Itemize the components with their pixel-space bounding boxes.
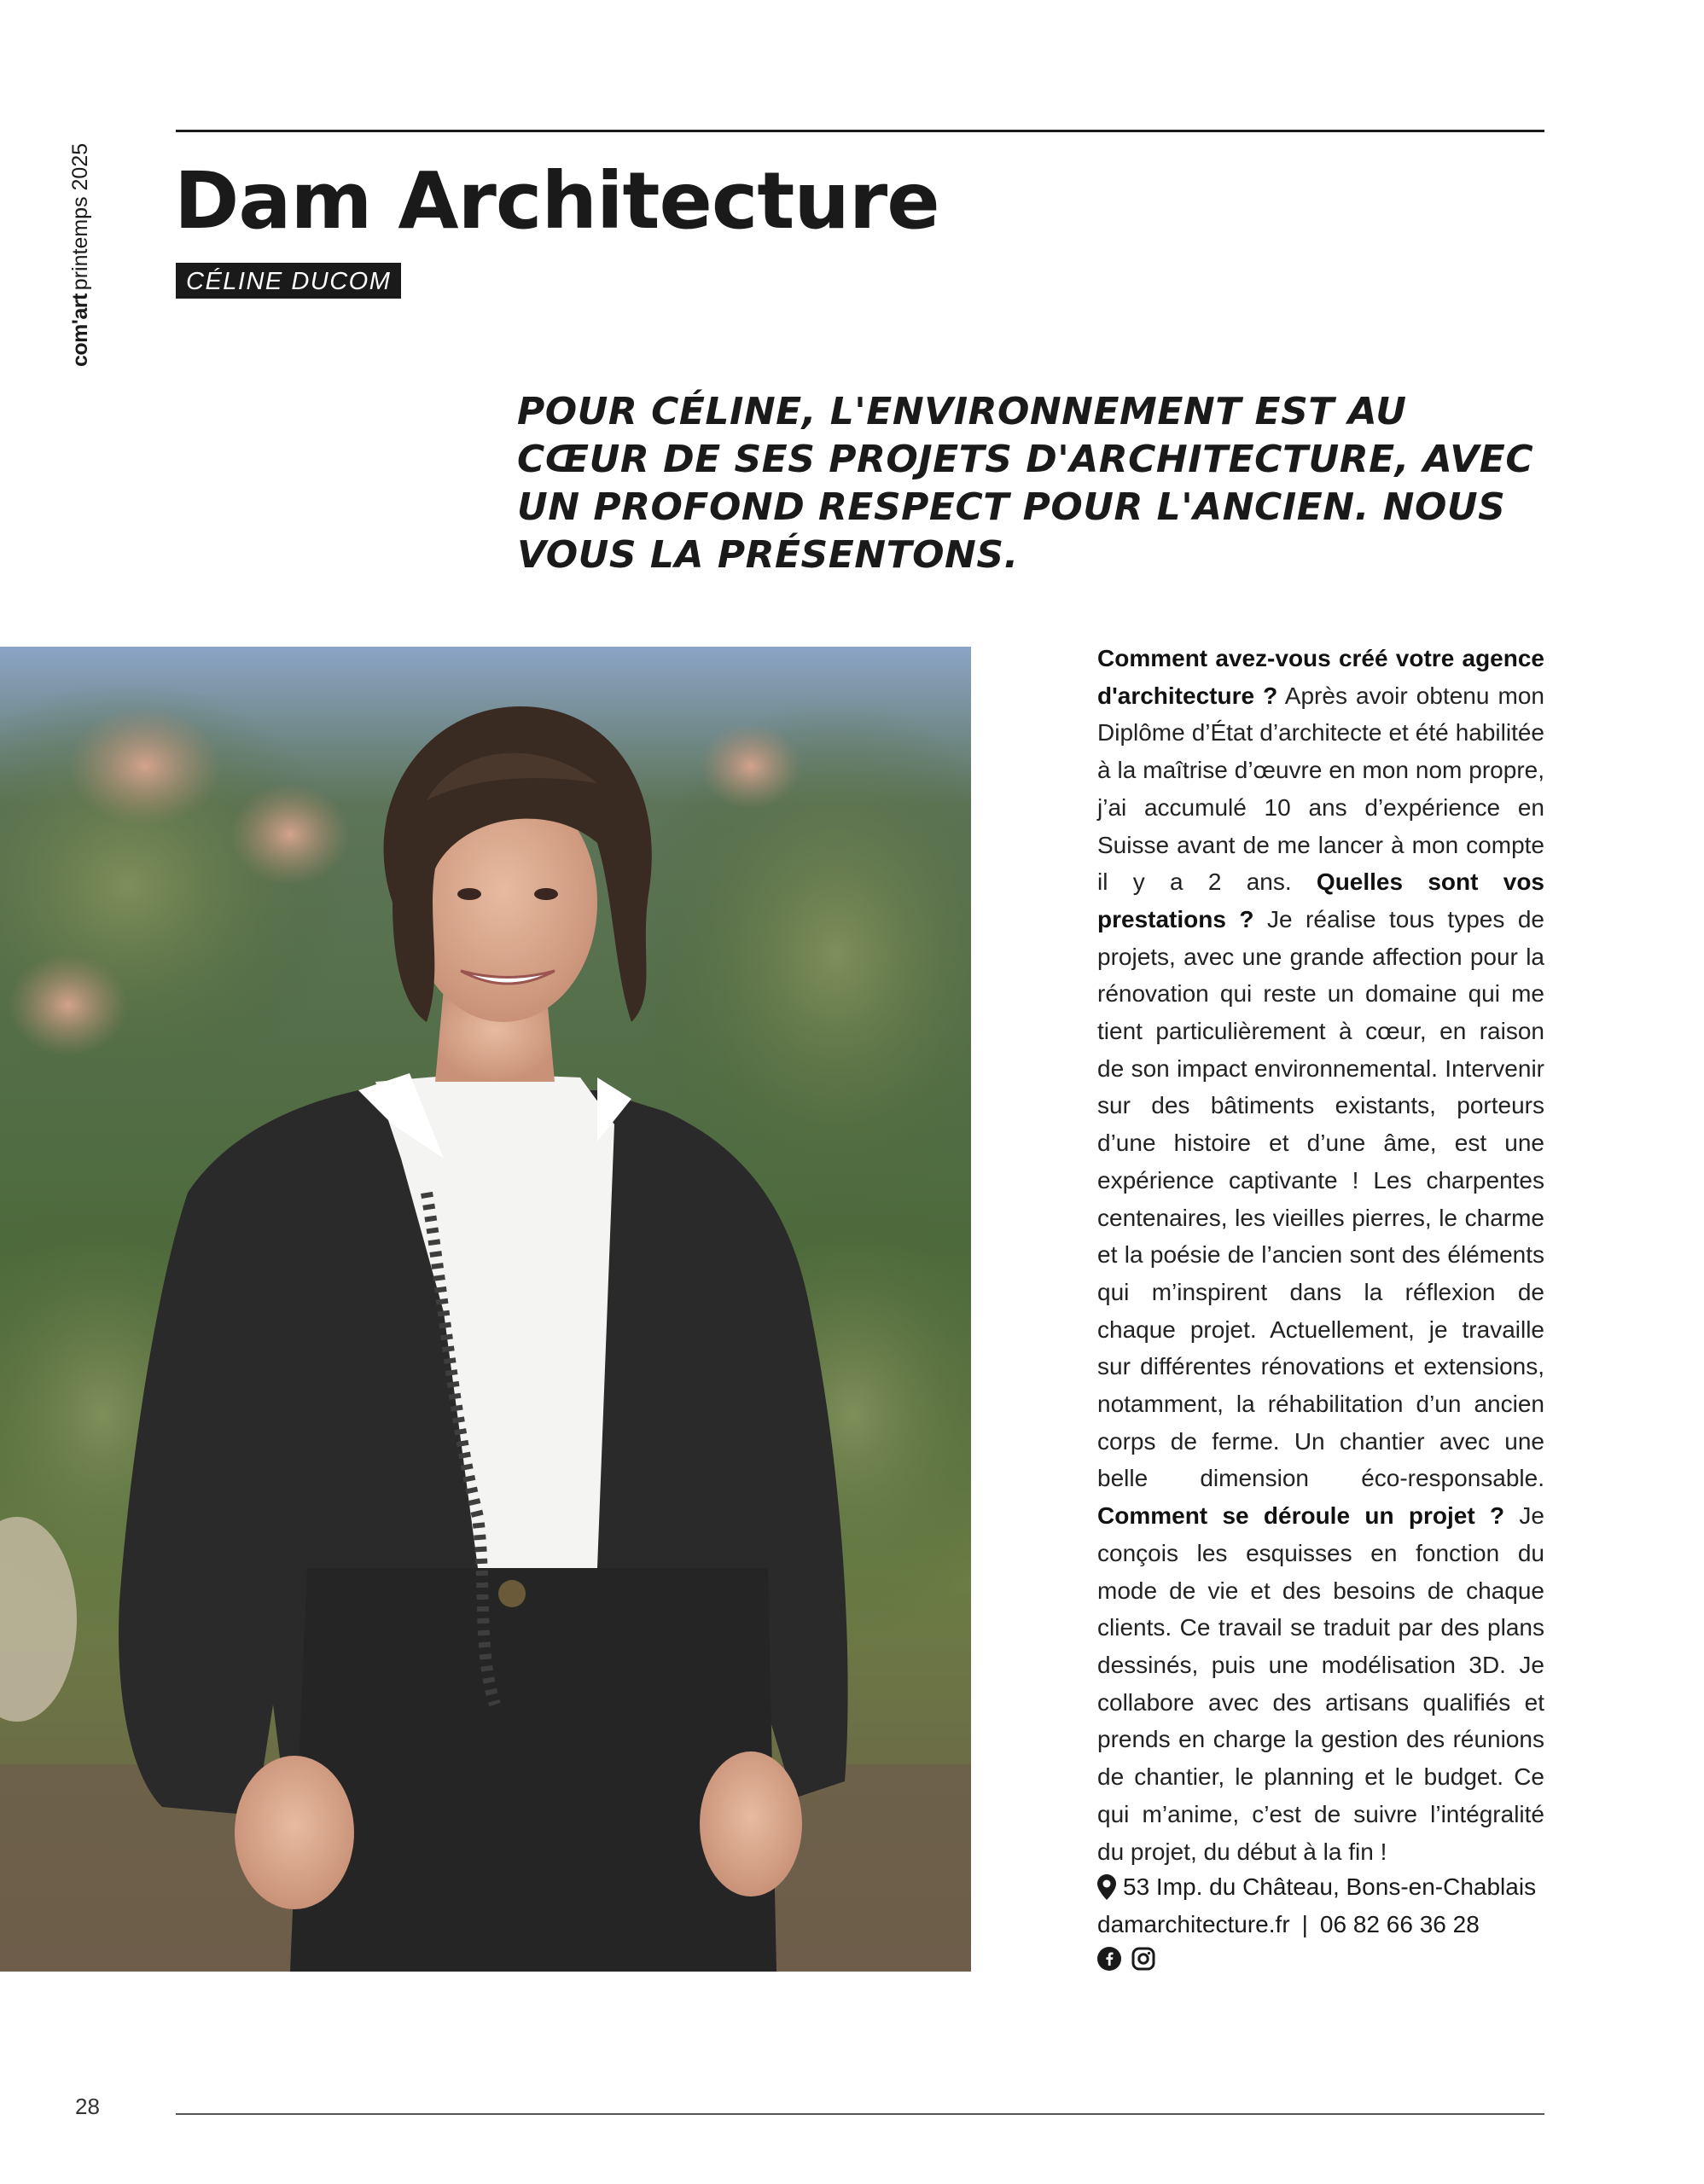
answer-1: Après avoir obtenu mon Diplôme d’État d’architecte et été habilitée à la maîtrise d’œuvre en mon nom propre, j’ai accumulé 10 ans d’expérience en Suisse avant de me lancer à mon compte il y a 2 ans. [1097,682,1545,896]
article-lead: POUR CÉLINE, L'ENVIRONNEMENT EST AU CŒUR DE SES PROJETS D'ARCHITECTURE, AVEC UN PROFOND RESPECT POUR L'ANCIEN. NOUS VOUS LA PRÉSENTONS. [517,390,1534,577]
website-link[interactable]: damarchitecture.fr [1097,1911,1290,1937]
article-title: Dam Architecture [174,155,939,247]
instagram-icon[interactable] [1131,1947,1155,1971]
social-links [1097,1947,1575,1971]
magazine-edition: printemps 2025 [68,142,92,291]
address: 53 Imp. du Château, Bons-en-Chablais [1123,1873,1537,1900]
question-2: Quelles sont vos prestations ? [1097,868,1544,932]
magazine-side-label [68,143,93,367]
phone-number[interactable]: 06 82 66 36 28 [1319,1911,1480,1937]
article-body [1097,640,1544,1870]
author-tag: CÉLINE DUCOM [176,263,401,299]
question-3: Comment se déroule un projet ? [1097,1502,1505,1530]
facebook-icon[interactable] [1097,1947,1121,1971]
address-row [1097,1868,1575,1906]
portrait-photo [0,647,971,1972]
bottom-divider [176,2113,1544,2115]
page-number: 28 [75,2094,100,2119]
answer-3: Je conçois les esquisses en fonction du mode de vie et des besoins de chaque clients. Ce travail se traduit par des plans dessinés, puis une modélisation 3D. Je collabore avec des artisans qualifiés et prends en charge la gestion des réunions de chantier, le planning et le budget. Ce qui m’anime, c’est de suivre l’intégralité du projet, du début à la fin ! [1097,1502,1544,1865]
answer-2: Je réalise tous types de projets, avec une grande affection pour la rénovation qui reste un domaine qui me tient particulièrement à cœur, en raison de son impact environnemental. Intervenir sur des bâtiments existants, porteurs d’une histoire et d’une âme, est une expérience captivante ! Les charpentes centenaires, les vieilles pierres, le charme et la poésie de l’ancien sont des éléments qui m’inspirent dans la réflexion de chaque projet. Actuellement, je travaille sur différentes rénovations et extensions, notamment, la réhabilitation d’un ancien corps de ferme. Un chantier avec une belle dimension éco-responsable. [1097,905,1544,1492]
top-divider [176,130,1544,132]
contact-block [1097,1868,1575,1971]
magazine-brand: com'art [68,293,92,367]
map-pin-icon [1097,1874,1116,1900]
web-phone-row [1097,1906,1575,1943]
separator: | [1301,1911,1308,1937]
question-1: Comment avez-vous créé votre agence d'architecture ? [1097,645,1544,709]
